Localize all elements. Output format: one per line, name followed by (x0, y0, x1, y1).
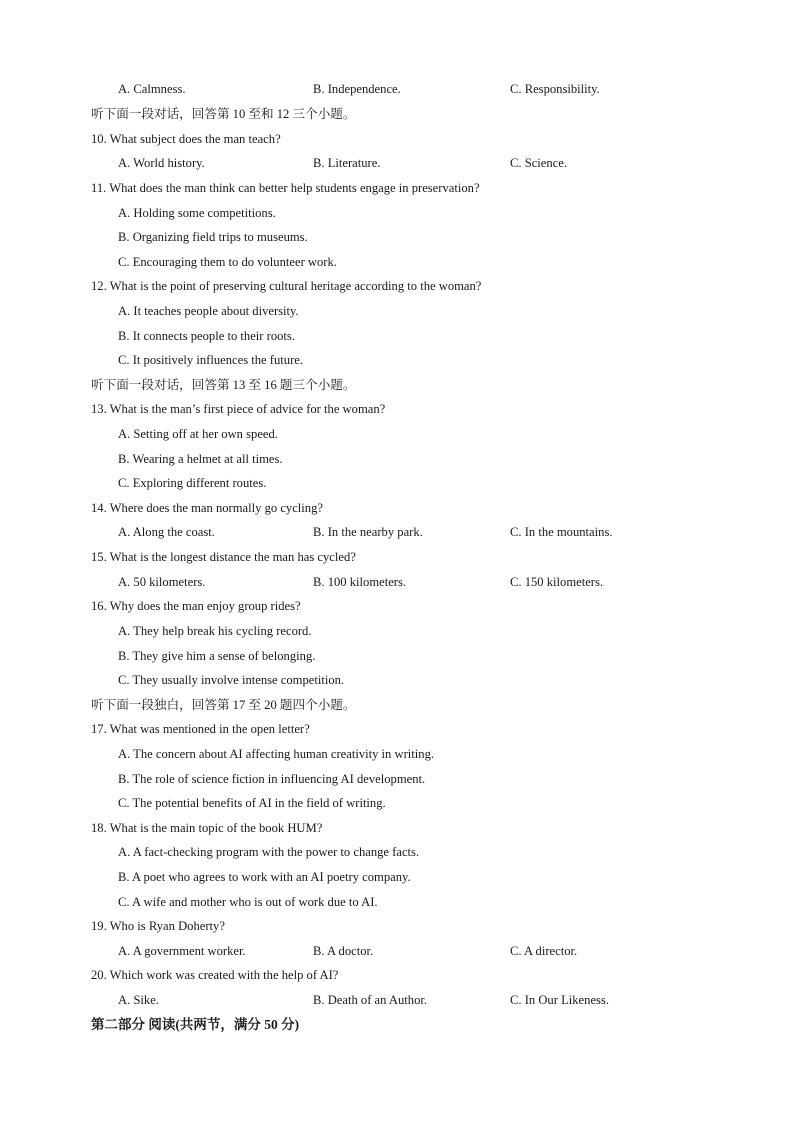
q16-option-b: B. They give him a sense of belonging. (118, 649, 316, 663)
q20-option-b: B. Death of an Author. (313, 993, 428, 1007)
q14-option-b: B. In the nearby park. (313, 525, 423, 539)
q14-option-a: A. Along the coast. (118, 525, 215, 539)
section-intro-13-16: 听下面一段对话，回答第 13 至 16 题三个小题。 (91, 378, 356, 392)
q18-option-a: A. A fact-checking program with the power to change facts. (118, 845, 420, 859)
q15-stem: 15. What is the longest distance the man has cycled? (91, 550, 356, 564)
q17-stem: 17. What was mentioned in the open letter? (91, 722, 310, 736)
q15-option-a: A. 50 kilometers. (118, 575, 206, 589)
q13-stem: 13. What is the man’s first piece of advice for the woman? (91, 402, 386, 416)
q19-option-b: B. A doctor. (313, 944, 374, 958)
q14-stem: 14. Where does the man normally go cycling? (91, 501, 323, 515)
q19-stem: 19. Who is Ryan Doherty? (91, 919, 225, 933)
q16-stem: 16. Why does the man enjoy group rides? (91, 599, 301, 613)
q15-option-c: C. 150 kilometers. (510, 575, 604, 589)
q17-option-c: C. The potential benefits of AI in the field of writing. (118, 796, 386, 810)
q19-option-a: A. A government worker. (118, 944, 246, 958)
q12-stem: 12. What is the point of preserving cultural heritage according to the woman? (91, 279, 482, 293)
q19-option-c: C. A director. (510, 944, 578, 958)
part2-heading: 第二部分 阅读(共两节，满分 50 分) (91, 1017, 300, 1032)
q18-stem: 18. What is the main topic of the book HUM? (91, 821, 323, 835)
q18-option-c: C. A wife and mother who is out of work due to AI. (118, 895, 378, 909)
q9-option-a: A. Calmness. (118, 82, 186, 96)
q20-option-a: A. Sike. (118, 993, 159, 1007)
q12-option-a: A. It teaches people about diversity. (118, 304, 299, 318)
q12-option-b: B. It connects people to their roots. (118, 329, 295, 343)
q10-option-c: C. Science. (510, 156, 568, 170)
q11-option-b: B. Organizing field trips to museums. (118, 230, 308, 244)
q13-option-c: C. Exploring different routes. (118, 476, 267, 490)
q18-option-b: B. A poet who agrees to work with an AI poetry company. (118, 870, 411, 884)
q11-option-a: A. Holding some competitions. (118, 206, 276, 220)
section-intro-10-12: 听下面一段对话，回答第 10 至和 12 三个小题。 (91, 107, 356, 121)
q13-option-b: B. Wearing a helmet at all times. (118, 452, 283, 466)
q11-stem: 11. What does the man think can better help students engage in preservation? (91, 181, 480, 195)
q10-option-a: A. World history. (118, 156, 205, 170)
section-intro-17-20: 听下面一段独白，回答第 17 至 20 题四个小题。 (91, 698, 356, 712)
q20-stem: 20. Which work was created with the help of AI? (91, 968, 339, 982)
q13-option-a: A. Setting off at her own speed. (118, 427, 278, 441)
q16-option-a: A. They help break his cycling record. (118, 624, 312, 638)
q20-option-c: C. In Our Likeness. (510, 993, 609, 1007)
q9-option-b: B. Independence. (313, 82, 401, 96)
q14-option-c: C. In the mountains. (510, 525, 613, 539)
q11-option-c: C. Encouraging them to do volunteer work. (118, 255, 337, 269)
q10-option-b: B. Literature. (313, 156, 381, 170)
q9-option-c: C. Responsibility. (510, 82, 600, 96)
q17-option-b: B. The role of science fiction in influencing AI development. (118, 772, 426, 786)
q17-option-a: A. The concern about AI affecting human creativity in writing. (118, 747, 435, 761)
q10-stem: 10. What subject does the man teach? (91, 132, 281, 146)
q12-option-c: C. It positively influences the future. (118, 353, 304, 367)
q15-option-b: B. 100 kilometers. (313, 575, 407, 589)
q16-option-c: C. They usually involve intense competition. (118, 673, 345, 687)
